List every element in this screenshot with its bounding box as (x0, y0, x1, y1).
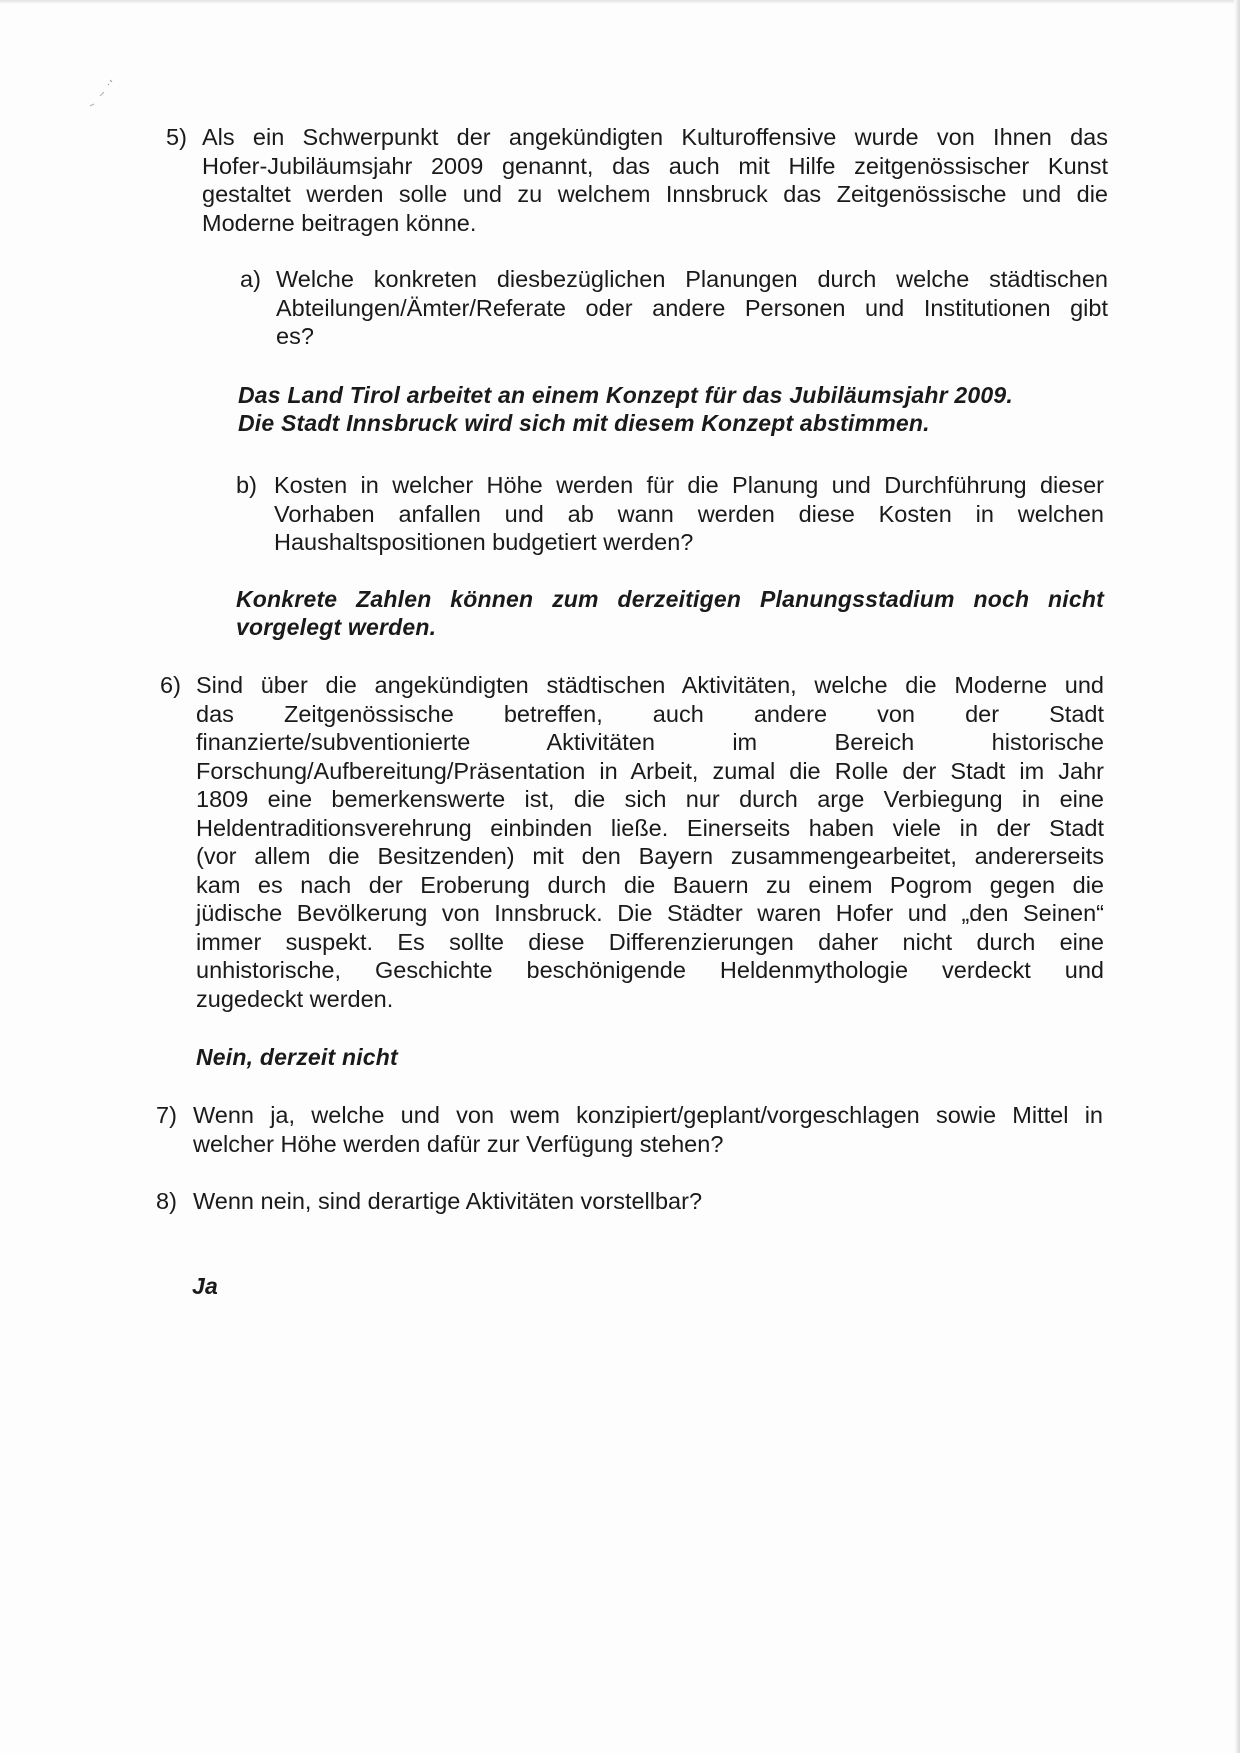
scan-speck-mark (84, 78, 114, 112)
question-5b-letter: b) (236, 472, 257, 498)
question-7-line: welcher Höhe werden dafür zur Verfügung stehen? (193, 1130, 724, 1157)
question-5a-text (276, 265, 1108, 351)
question-5-number: 5) (166, 124, 187, 150)
question-6-line: unhistorische, Geschichte beschönigende Heldenmythologie verdeckt und (196, 957, 1104, 983)
question-6-line: kam es nach der Eroberung durch die Bauern zu einem Pogrom gegen die (196, 871, 1104, 898)
question-6-line: immer suspekt. Es sollte diese Differenzierungen daher nicht durch eine (196, 928, 1104, 955)
question-7-line: Wenn ja, welche und von wem konzipiert/geplant/vorgeschlagen sowie Mittel in (193, 1102, 1103, 1128)
answer-5b-line: vorgelegt werden. (236, 614, 437, 640)
scan-edge-right (1234, 0, 1240, 1753)
question-7-number: 7) (156, 1102, 177, 1128)
question-6-line: (vor allem die Besitzenden) mit den Bayern zusammengearbeitet, andererseits (196, 843, 1104, 869)
question-8-number: 8) (156, 1188, 177, 1214)
question-5b-line: Vorhaben anfallen und ab wann werden diese Kosten in welchen (274, 500, 1104, 527)
question-6-line: Forschung/Aufbereitung/Präsentation in Arbeit, zumal die Rolle der Stadt im Jahr (196, 757, 1104, 784)
question-5a-line: Welche konkreten diesbezüglichen Planungen durch welche städtischen (276, 266, 1108, 292)
question-5-line: Hofer-Jubiläumsjahr 2009 genannt, das auch mit Hilfe zeitgenössischer Kunst (202, 152, 1108, 179)
question-6-line: Heldentraditionsverehrung einbinden ließe. Einerseits haben viele in der Stadt (196, 814, 1104, 841)
answer-5a-line: Das Land Tirol arbeitet an einem Konzept für das Jubiläumsjahr 2009. (238, 382, 1013, 408)
answer-5b (236, 585, 1104, 641)
answer-5b-line: Konkrete Zahlen können zum derzeitigen Planungsstadium noch nicht (236, 586, 1104, 612)
question-6-line: finanzierte/subventionierte Aktivitäten im Bereich historische (196, 729, 1104, 755)
question-6-line: jüdische Bevölkerung von Innsbruck. Die Städter waren Hofer und „den Seinen“ (196, 900, 1104, 926)
question-8-text (193, 1187, 1103, 1216)
question-5b-line: Kosten in welcher Höhe werden für die Planung und Durchführung dieser (274, 472, 1104, 498)
question-5-line: gestaltet werden solle und zu welchem Innsbruck das Zeitgenössische und die (202, 181, 1108, 207)
question-5b-text (274, 471, 1104, 557)
question-7-text (193, 1101, 1103, 1158)
scan-edge-top (0, 0, 1240, 4)
answer-5a (238, 381, 1106, 437)
question-6-text (196, 671, 1104, 1013)
answer-6: Nein, derzeit nicht (196, 1044, 398, 1070)
question-5-line: Als ein Schwerpunkt der angekündigten Kulturoffensive wurde von Ihnen das (202, 124, 1108, 150)
question-8-line: Wenn nein, sind derartige Aktivitäten vorstellbar? (193, 1188, 703, 1214)
answer-8: Ja (192, 1273, 218, 1299)
question-6-number: 6) (160, 672, 181, 698)
question-5-text (202, 123, 1108, 237)
question-6-line: 1809 eine bemerkenswerte ist, die sich nur durch arge Verbiegung in eine (196, 786, 1104, 812)
question-5a-line: Abteilungen/Ämter/Referate oder andere Personen und Institutionen gibt (276, 294, 1108, 321)
question-6-line: zugedeckt werden. (196, 985, 394, 1012)
answer-5a-line: Die Stadt Innsbruck wird sich mit diesem Konzept abstimmen. (238, 410, 930, 436)
question-6-line: das Zeitgenössische betreffen, auch andere von der Stadt (196, 700, 1104, 727)
question-5a-line: es? (276, 323, 314, 349)
question-5b-line: Haushaltspositionen budgetiert werden? (274, 529, 694, 555)
question-5-line: Moderne beitragen könne. (202, 209, 477, 236)
question-5a-letter: a) (240, 266, 261, 292)
question-6-line: Sind über die angekündigten städtischen Aktivitäten, welche die Moderne und (196, 672, 1104, 698)
